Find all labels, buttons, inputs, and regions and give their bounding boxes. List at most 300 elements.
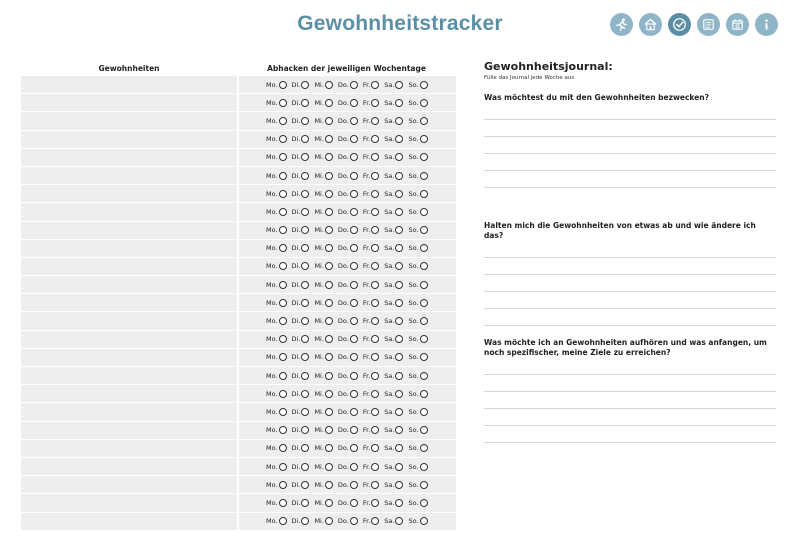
day-checkbox[interactable] — [395, 226, 403, 234]
day-checkbox[interactable] — [395, 481, 403, 489]
day-checkbox[interactable] — [279, 372, 287, 380]
nav-button-tracker[interactable] — [668, 13, 691, 36]
day-checkbox[interactable] — [350, 335, 358, 343]
day-checkbox[interactable] — [301, 444, 309, 452]
day-checkbox[interactable] — [279, 262, 287, 270]
day-checkbox[interactable] — [350, 499, 358, 507]
day-checkbox[interactable] — [301, 190, 309, 198]
day-check — [266, 372, 287, 380]
weekday-checks — [239, 458, 456, 475]
day-checkbox[interactable] — [420, 499, 428, 507]
day-checkbox[interactable] — [395, 135, 403, 143]
habit-name-field[interactable] — [21, 76, 237, 93]
day-checkbox[interactable] — [395, 353, 403, 361]
day-checkbox[interactable] — [350, 99, 358, 107]
day-checkbox[interactable] — [420, 172, 428, 180]
day-label: Di. — [291, 226, 301, 235]
day-label: Sa. — [384, 171, 395, 180]
day-checkbox[interactable] — [325, 244, 333, 252]
day-checkbox[interactable] — [420, 153, 428, 161]
habit-name-field[interactable] — [21, 385, 237, 402]
day-checkbox[interactable] — [279, 135, 287, 143]
table-row — [21, 294, 456, 311]
day-check — [338, 426, 358, 434]
day-checkbox[interactable] — [301, 281, 309, 289]
day-label: Fr. — [362, 444, 371, 453]
answer-line[interactable] — [484, 292, 776, 309]
day-label: Sa. — [384, 444, 395, 453]
day-checkbox[interactable] — [350, 463, 358, 471]
day-checkbox[interactable] — [420, 408, 428, 416]
day-check — [384, 226, 403, 234]
day-checkbox[interactable] — [301, 463, 309, 471]
day-check — [363, 390, 379, 398]
day-checkbox[interactable] — [325, 81, 333, 89]
day-checkbox[interactable] — [395, 463, 403, 471]
day-label: Sa. — [384, 262, 395, 271]
day-checkbox[interactable] — [420, 299, 428, 307]
day-checkbox[interactable] — [325, 353, 333, 361]
day-checkbox[interactable] — [301, 353, 309, 361]
day-checkbox[interactable] — [371, 244, 379, 252]
day-checkbox[interactable] — [420, 353, 428, 361]
day-label: Fr. — [362, 389, 371, 398]
day-checkbox[interactable] — [350, 353, 358, 361]
day-checkbox[interactable] — [350, 153, 358, 161]
day-checkbox[interactable] — [371, 262, 379, 270]
day-checkbox[interactable] — [395, 172, 403, 180]
day-checkbox[interactable] — [279, 81, 287, 89]
day-checkbox[interactable] — [279, 408, 287, 416]
day-checkbox[interactable] — [395, 444, 403, 452]
day-checkbox[interactable] — [325, 153, 333, 161]
day-checkbox[interactable] — [371, 408, 379, 416]
day-checkbox[interactable] — [301, 226, 309, 234]
day-label: Mi. — [314, 426, 324, 435]
day-label: Sa. — [384, 153, 395, 162]
answer-line[interactable] — [484, 426, 776, 443]
day-check — [266, 135, 287, 143]
day-checkbox[interactable] — [420, 244, 428, 252]
day-checkbox[interactable] — [325, 426, 333, 434]
day-checkbox[interactable] — [395, 335, 403, 343]
weekday-checks — [239, 422, 456, 439]
day-check — [363, 463, 379, 471]
day-label: Di. — [291, 335, 301, 344]
day-label: Di. — [291, 207, 301, 216]
day-checkbox[interactable] — [395, 281, 403, 289]
day-checkbox[interactable] — [325, 408, 333, 416]
day-checkbox[interactable] — [371, 372, 379, 380]
day-checkbox[interactable] — [420, 372, 428, 380]
day-checkbox[interactable] — [395, 208, 403, 216]
day-checkbox[interactable] — [325, 281, 333, 289]
day-checkbox[interactable] — [395, 262, 403, 270]
day-checkbox[interactable] — [279, 299, 287, 307]
day-check — [338, 99, 358, 107]
day-checkbox[interactable] — [395, 99, 403, 107]
day-checkbox[interactable] — [325, 226, 333, 234]
day-check — [338, 81, 358, 89]
day-checkbox[interactable] — [325, 208, 333, 216]
day-label: Sa. — [384, 498, 395, 507]
day-label: Mo. — [266, 80, 278, 89]
day-check — [338, 317, 358, 325]
day-checkbox[interactable] — [371, 390, 379, 398]
day-checkbox[interactable] — [279, 481, 287, 489]
day-checkbox[interactable] — [420, 135, 428, 143]
day-check — [363, 153, 379, 161]
day-checkbox[interactable] — [350, 481, 358, 489]
day-checkbox[interactable] — [350, 172, 358, 180]
answer-line[interactable] — [484, 309, 776, 326]
day-label: Mi. — [314, 135, 324, 144]
day-checkbox[interactable] — [420, 99, 428, 107]
answer-line[interactable] — [484, 409, 776, 426]
day-checkbox[interactable] — [395, 190, 403, 198]
day-checkbox[interactable] — [371, 99, 379, 107]
day-label: Mi. — [314, 80, 324, 89]
day-check — [314, 390, 332, 398]
day-checkbox[interactable] — [301, 117, 309, 125]
day-checkbox[interactable] — [301, 244, 309, 252]
habit-name-field[interactable] — [21, 167, 237, 184]
day-check — [292, 317, 310, 325]
day-checkbox[interactable] — [301, 499, 309, 507]
day-checkbox[interactable] — [279, 153, 287, 161]
weekday-checks — [239, 312, 456, 329]
day-checkbox[interactable] — [395, 244, 403, 252]
day-check — [338, 444, 358, 452]
habit-name-field[interactable] — [21, 149, 237, 166]
day-checkbox[interactable] — [371, 499, 379, 507]
day-checkbox[interactable] — [301, 135, 309, 143]
day-checkbox[interactable] — [395, 426, 403, 434]
day-label: So. — [408, 298, 419, 307]
weekday-checks — [239, 185, 456, 202]
day-checkbox[interactable] — [395, 408, 403, 416]
day-checkbox[interactable] — [371, 135, 379, 143]
day-checkbox[interactable] — [325, 390, 333, 398]
day-check — [338, 517, 358, 525]
habit-name-field[interactable] — [21, 513, 237, 530]
day-checkbox[interactable] — [350, 226, 358, 234]
day-checkbox[interactable] — [420, 481, 428, 489]
day-checkbox[interactable] — [325, 262, 333, 270]
day-checkbox[interactable] — [371, 426, 379, 434]
day-checkbox[interactable] — [395, 499, 403, 507]
day-checkbox[interactable] — [420, 444, 428, 452]
day-checkbox[interactable] — [325, 499, 333, 507]
day-checkbox[interactable] — [279, 390, 287, 398]
answer-line[interactable] — [484, 120, 776, 137]
day-check — [314, 281, 332, 289]
day-checkbox[interactable] — [420, 190, 428, 198]
day-checkbox[interactable] — [325, 190, 333, 198]
day-checkbox[interactable] — [350, 408, 358, 416]
day-checkbox[interactable] — [350, 117, 358, 125]
table-row — [21, 76, 456, 93]
day-checkbox[interactable] — [279, 517, 287, 525]
day-check — [314, 335, 332, 343]
day-checkbox[interactable] — [325, 444, 333, 452]
day-checkbox[interactable] — [325, 135, 333, 143]
answer-line[interactable] — [484, 275, 776, 292]
day-checkbox[interactable] — [395, 317, 403, 325]
day-checkbox[interactable] — [420, 208, 428, 216]
journal-question-block — [484, 221, 776, 326]
day-check — [314, 226, 332, 234]
day-label: Mo. — [266, 298, 278, 307]
day-checkbox[interactable] — [301, 299, 309, 307]
day-checkbox[interactable] — [325, 299, 333, 307]
day-check — [314, 317, 332, 325]
day-checkbox[interactable] — [395, 390, 403, 398]
day-label: Mi. — [314, 517, 324, 526]
day-checkbox[interactable] — [420, 317, 428, 325]
day-label: Di. — [291, 98, 301, 107]
day-check — [292, 208, 310, 216]
day-check — [408, 390, 427, 398]
day-checkbox[interactable] — [301, 335, 309, 343]
day-checkbox[interactable] — [350, 299, 358, 307]
day-checkbox[interactable] — [279, 444, 287, 452]
day-checkbox[interactable] — [325, 463, 333, 471]
habit-name-field[interactable] — [21, 222, 237, 239]
day-checkbox[interactable] — [371, 81, 379, 89]
day-label: Do. — [337, 444, 349, 453]
day-checkbox[interactable] — [279, 208, 287, 216]
weekday-checks — [239, 385, 456, 402]
day-checkbox[interactable] — [301, 426, 309, 434]
day-checkbox[interactable] — [325, 335, 333, 343]
day-checkbox[interactable] — [371, 153, 379, 161]
day-checkbox[interactable] — [371, 172, 379, 180]
day-checkbox[interactable] — [371, 444, 379, 452]
day-checkbox[interactable] — [301, 172, 309, 180]
day-check — [384, 153, 403, 161]
day-checkbox[interactable] — [350, 81, 358, 89]
answer-line[interactable] — [484, 154, 776, 171]
day-check — [338, 172, 358, 180]
journal-question-block — [484, 338, 776, 443]
day-checkbox[interactable] — [420, 463, 428, 471]
day-checkbox[interactable] — [279, 353, 287, 361]
answer-line[interactable] — [484, 137, 776, 154]
day-checkbox[interactable] — [325, 99, 333, 107]
day-checkbox[interactable] — [395, 299, 403, 307]
day-checkbox[interactable] — [371, 317, 379, 325]
day-label: Fr. — [362, 171, 371, 180]
day-check — [408, 99, 427, 107]
day-checkbox[interactable] — [325, 117, 333, 125]
habit-name-field[interactable] — [21, 458, 237, 475]
day-checkbox[interactable] — [325, 372, 333, 380]
day-check — [292, 408, 310, 416]
day-checkbox[interactable] — [371, 226, 379, 234]
habit-name-field[interactable] — [21, 276, 237, 293]
habit-name-field[interactable] — [21, 440, 237, 457]
day-checkbox[interactable] — [279, 244, 287, 252]
day-checkbox[interactable] — [395, 517, 403, 525]
day-checkbox[interactable] — [420, 81, 428, 89]
nav-button-activity[interactable] — [610, 13, 633, 36]
habit-name-field[interactable] — [21, 240, 237, 257]
day-checkbox[interactable] — [371, 190, 379, 198]
habit-name-field[interactable] — [21, 258, 237, 275]
day-check — [408, 317, 427, 325]
day-checkbox[interactable] — [420, 335, 428, 343]
day-checkbox[interactable] — [279, 317, 287, 325]
weekday-checks — [239, 112, 456, 129]
day-label: Di. — [291, 517, 301, 526]
habit-name-field[interactable] — [21, 131, 237, 148]
habit-name-field[interactable] — [21, 185, 237, 202]
nav-button-info[interactable] — [755, 13, 778, 36]
day-checkbox[interactable] — [395, 81, 403, 89]
day-check — [314, 172, 332, 180]
day-check — [292, 244, 310, 252]
day-checkbox[interactable] — [350, 208, 358, 216]
day-checkbox[interactable] — [350, 372, 358, 380]
habit-name-field[interactable] — [21, 367, 237, 384]
habit-name-field[interactable] — [21, 112, 237, 129]
day-label: Fr. — [362, 116, 371, 125]
day-checkbox[interactable] — [325, 172, 333, 180]
day-checkbox[interactable] — [371, 281, 379, 289]
day-check — [338, 117, 358, 125]
day-checkbox[interactable] — [301, 372, 309, 380]
day-check — [314, 135, 332, 143]
day-checkbox[interactable] — [371, 481, 379, 489]
habit-name-field[interactable] — [21, 494, 237, 511]
day-checkbox[interactable] — [350, 317, 358, 325]
answer-line[interactable] — [484, 392, 776, 409]
day-checkbox[interactable] — [301, 81, 309, 89]
day-checkbox[interactable] — [350, 281, 358, 289]
day-checkbox[interactable] — [371, 117, 379, 125]
day-checkbox[interactable] — [301, 208, 309, 216]
nav-button-calendar[interactable] — [726, 13, 749, 36]
day-checkbox[interactable] — [371, 335, 379, 343]
day-checkbox[interactable] — [301, 517, 309, 525]
day-checkbox[interactable] — [350, 262, 358, 270]
day-checkbox[interactable] — [350, 135, 358, 143]
day-checkbox[interactable] — [301, 390, 309, 398]
day-checkbox[interactable] — [301, 262, 309, 270]
day-checkbox[interactable] — [420, 426, 428, 434]
day-checkbox[interactable] — [279, 190, 287, 198]
day-check — [408, 153, 427, 161]
day-checkbox[interactable] — [350, 244, 358, 252]
habit-name-field[interactable] — [21, 203, 237, 220]
habit-name-field[interactable] — [21, 476, 237, 493]
day-label: Sa. — [384, 371, 395, 380]
day-check — [384, 317, 403, 325]
day-checkbox[interactable] — [420, 117, 428, 125]
day-label: Sa. — [384, 407, 395, 416]
day-checkbox[interactable] — [371, 208, 379, 216]
day-checkbox[interactable] — [279, 335, 287, 343]
day-label: Do. — [337, 371, 349, 380]
day-label: Mo. — [266, 171, 278, 180]
habit-name-field[interactable] — [21, 94, 237, 111]
nav-button-home[interactable] — [639, 13, 662, 36]
habit-name-field[interactable] — [21, 422, 237, 439]
answer-line[interactable] — [484, 258, 776, 275]
day-checkbox[interactable] — [350, 517, 358, 525]
day-checkbox[interactable] — [279, 172, 287, 180]
day-checkbox[interactable] — [395, 372, 403, 380]
day-label: So. — [408, 207, 419, 216]
answer-line[interactable] — [484, 171, 776, 188]
day-checkbox[interactable] — [350, 444, 358, 452]
day-checkbox[interactable] — [371, 299, 379, 307]
day-checkbox[interactable] — [420, 517, 428, 525]
top-nav — [610, 13, 778, 36]
day-label: Mi. — [314, 480, 324, 489]
day-checkbox[interactable] — [371, 517, 379, 525]
day-checkbox[interactable] — [325, 517, 333, 525]
day-checkbox[interactable] — [371, 463, 379, 471]
day-checkbox[interactable] — [420, 226, 428, 234]
journal-question: Halten mich die Gewohnheiten von etwas ab und wie ändere ich das? — [484, 221, 756, 240]
day-checkbox[interactable] — [395, 117, 403, 125]
day-check — [314, 81, 332, 89]
day-label: Di. — [291, 116, 301, 125]
answer-line[interactable] — [484, 241, 776, 258]
day-checkbox[interactable] — [301, 99, 309, 107]
day-checkbox[interactable] — [350, 190, 358, 198]
habit-name-field[interactable] — [21, 403, 237, 420]
day-checkbox[interactable] — [301, 153, 309, 161]
day-checkbox[interactable] — [279, 499, 287, 507]
day-label: Fr. — [362, 189, 371, 198]
day-check — [266, 408, 287, 416]
habit-name-field[interactable] — [21, 294, 237, 311]
answer-line[interactable] — [484, 103, 776, 120]
day-checkbox[interactable] — [279, 117, 287, 125]
day-checkbox[interactable] — [301, 481, 309, 489]
table-row — [21, 367, 456, 384]
day-checkbox[interactable] — [420, 262, 428, 270]
day-check — [363, 99, 379, 107]
day-checkbox[interactable] — [371, 353, 379, 361]
day-checkbox[interactable] — [279, 426, 287, 434]
answer-line[interactable] — [484, 375, 776, 392]
day-checkbox[interactable] — [325, 317, 333, 325]
day-checkbox[interactable] — [420, 390, 428, 398]
answer-line[interactable] — [484, 358, 776, 375]
table-row — [21, 349, 456, 366]
day-checkbox[interactable] — [325, 481, 333, 489]
day-check — [384, 135, 403, 143]
day-checkbox[interactable] — [279, 99, 287, 107]
day-checkbox[interactable] — [350, 390, 358, 398]
day-checkbox[interactable] — [420, 281, 428, 289]
day-checkbox[interactable] — [279, 281, 287, 289]
habit-name-field[interactable] — [21, 349, 237, 366]
day-checkbox[interactable] — [350, 426, 358, 434]
day-checkbox[interactable] — [279, 463, 287, 471]
habit-name-field[interactable] — [21, 312, 237, 329]
day-checkbox[interactable] — [301, 317, 309, 325]
day-checkbox[interactable] — [395, 153, 403, 161]
day-checkbox[interactable] — [301, 408, 309, 416]
habit-name-field[interactable] — [21, 331, 237, 348]
day-checkbox[interactable] — [279, 226, 287, 234]
nav-button-news[interactable] — [697, 13, 720, 36]
